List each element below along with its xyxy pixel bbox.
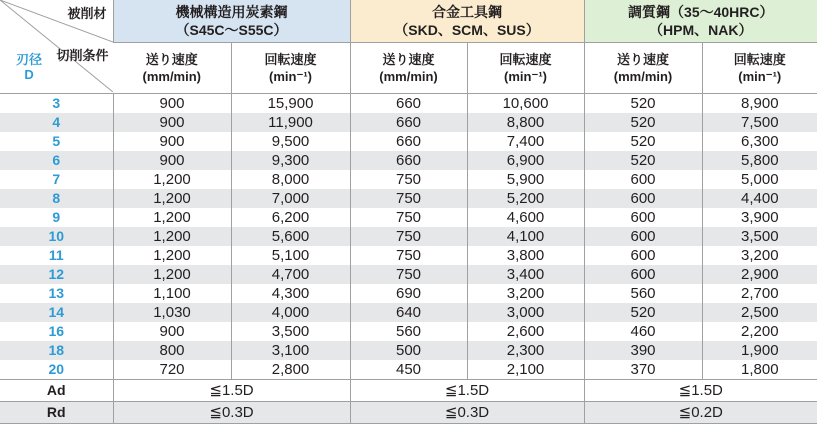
diameter-cell: 9 [52,209,61,225]
spindle-speed-cell: 6,300 [702,132,817,151]
spindle-speed-cell: 8,000 [231,170,350,189]
feed-rate-cell: 900 [113,132,231,151]
feed-rate-cell: 520 [584,303,702,322]
feed-rate-cell: 520 [584,113,702,132]
spindle-speed-cell: 4,600 [467,208,584,227]
diameter-cell: 14 [0,303,113,322]
spindle-speed-cell: 15,900 [231,94,350,114]
spindle-speed-cell: 4,700 [231,265,350,284]
feed-rate-cell: 450 [350,360,467,380]
diameter-cell: 16 [48,323,65,339]
feed-rate-cell: 900 [113,322,231,341]
spindle-speed-cell: 7,400 [467,132,584,151]
feed-rate-cell: 750 [350,170,467,189]
spindle-speed-cell: 5,800 [702,151,817,170]
spindle-speed-cell: 3,200 [702,246,817,265]
feed-rate-cell: 1,100 [113,284,231,303]
subheader-row [0,43,817,94]
feed-rate-cell: 1,200 [113,189,231,208]
feed-rate-cell: 600 [584,208,702,227]
feed-rate-header: 送り速度 (mm/min) [350,43,467,94]
table-row [0,132,817,151]
spindle-speed-header: 回転速度 (min⁻¹) [702,43,817,94]
spindle-speed-cell: 2,700 [702,284,817,303]
rd-value-carbon-steel: ≦0.3D [113,402,350,424]
spindle-speed-cell: 5,100 [231,246,350,265]
feed-rate-header: 送り速度 (mm/min) [584,43,702,94]
feed-rate-cell: 1,030 [113,303,231,322]
work-material-label: 被削材 [67,6,107,21]
rd-label: Rd [0,402,113,424]
feed-rate-cell: 800 [113,341,231,360]
table-row [0,227,817,246]
spindle-speed-cell: 7,500 [702,113,817,132]
spindle-speed-cell: 2,100 [467,360,584,380]
spindle-speed-cell: 2,600 [467,322,584,341]
diameter-cell: 20 [0,360,113,380]
spindle-speed-header: 回転速度 (min⁻¹) [467,43,584,94]
table-row [0,189,817,208]
feed-rate-cell: 520 [584,132,702,151]
spindle-speed-cell: 5,000 [702,170,817,189]
spindle-speed-cell: 4,000 [231,303,350,322]
spindle-speed-cell: 2,300 [467,341,584,360]
spindle-speed-cell: 3,000 [467,303,584,322]
spindle-speed-cell: 6,200 [231,208,350,227]
feed-rate-cell: 1,200 [113,246,231,265]
rd-value-prehardened-steel: ≦0.2D [584,402,817,424]
diameter-cell: 3 [52,95,61,111]
table-row [0,151,817,170]
feed-rate-cell: 750 [350,227,467,246]
feed-rate-cell: 660 [350,151,467,170]
spindle-speed-cell: 5,600 [231,227,350,246]
table-row [0,246,817,265]
spindle-speed-cell: 4,300 [231,284,350,303]
feed-rate-cell: 390 [584,341,702,360]
spindle-speed-cell: 8,900 [702,94,817,114]
feed-rate-cell: 560 [350,322,467,341]
feed-rate-cell: 520 [584,151,702,170]
feed-rate-cell: 600 [584,189,702,208]
table-row [0,284,817,303]
spindle-speed-cell: 3,200 [467,284,584,303]
spindle-speed-cell: 1,900 [702,341,817,360]
spindle-speed-cell: 1,800 [702,360,817,380]
feed-rate-cell: 520 [584,94,702,114]
feed-rate-cell: 750 [350,189,467,208]
diameter-cell: 11 [48,247,64,263]
table-row [0,360,817,380]
spindle-speed-cell: 3,500 [231,322,350,341]
diameter-cell: 18 [0,341,113,360]
feed-rate-cell: 600 [584,246,702,265]
ad-value-prehardened-steel: ≦1.5D [584,380,817,402]
spindle-speed-cell: 2,200 [702,322,817,341]
ad-label: Ad [0,380,113,402]
diameter-label: 刃径 D [16,52,43,82]
spindle-speed-cell: 6,900 [467,151,584,170]
spindle-speed-cell: 11,900 [231,113,350,132]
feed-rate-cell: 750 [350,208,467,227]
feed-rate-cell: 750 [350,246,467,265]
table-row [0,94,817,114]
feed-rate-cell: 640 [350,303,467,322]
diameter-cell: 6 [0,151,113,170]
ad-value-alloy-tool-steel: ≦1.5D [350,380,584,402]
spindle-speed-cell: 8,800 [467,113,584,132]
group-header-carbon-steel: 機械構造用炭素鋼 （S45C～S55C） [113,0,350,43]
feed-rate-cell: 720 [113,360,231,380]
feed-rate-cell: 690 [350,284,467,303]
group-header-prehardened-steel: 調質鋼（35～40HRC） （HPM、NAK） [584,0,817,43]
table-row [0,303,817,322]
feed-rate-cell: 750 [350,265,467,284]
feed-rate-cell: 660 [350,113,467,132]
diameter-cell: 13 [48,285,65,301]
spindle-speed-header: 回転速度 (min⁻¹) [231,43,350,94]
diameter-cell: 7 [52,171,61,187]
feed-rate-cell: 660 [350,132,467,151]
table-row [0,170,817,189]
spindle-speed-cell: 2,800 [231,360,350,380]
spindle-speed-cell: 3,400 [467,265,584,284]
feed-rate-cell: 370 [584,360,702,380]
spindle-speed-cell: 3,800 [467,246,584,265]
feed-rate-cell: 1,200 [113,208,231,227]
spindle-speed-cell: 4,400 [702,189,817,208]
spindle-speed-cell: 4,100 [467,227,584,246]
diameter-cell: 5 [52,133,61,149]
cutting-condition-label: 切削条件 [56,48,109,63]
group-header-alloy-tool-steel: 合金工具鋼 （SKD、SCM、SUS） [350,0,584,43]
ad-row [0,380,817,402]
table-row [0,208,817,227]
ad-value-carbon-steel: ≦1.5D [113,380,350,402]
table-row [0,265,817,284]
feed-rate-cell: 600 [584,265,702,284]
diameter-cell: 12 [0,265,113,284]
diameter-cell: 10 [0,227,113,246]
feed-rate-cell: 1,200 [113,170,231,189]
spindle-speed-cell: 5,200 [467,189,584,208]
spindle-speed-cell: 3,500 [702,227,817,246]
header-group-row [0,0,817,43]
spindle-speed-cell: 2,500 [702,303,817,322]
table-row [0,113,817,132]
table-row [0,322,817,341]
feed-rate-cell: 660 [350,94,467,114]
spindle-speed-cell: 3,900 [702,208,817,227]
rd-value-alloy-tool-steel: ≦0.3D [350,402,584,424]
diameter-cell: 4 [0,113,113,132]
feed-rate-header: 送り速度 (mm/min) [113,43,231,94]
table-row [0,341,817,360]
spindle-speed-cell: 9,500 [231,132,350,151]
feed-rate-cell: 500 [350,341,467,360]
feed-rate-cell: 1,200 [113,265,231,284]
feed-rate-cell: 1,200 [113,227,231,246]
feed-rate-cell: 900 [113,151,231,170]
spindle-speed-cell: 7,000 [231,189,350,208]
spindle-speed-cell: 5,900 [467,170,584,189]
feed-rate-cell: 600 [584,227,702,246]
rd-row [0,402,817,424]
diameter-cell: 8 [0,189,113,208]
data-rows [0,94,817,380]
feed-rate-cell: 460 [584,322,702,341]
feed-rate-cell: 900 [113,94,231,114]
corner-header-cell [0,0,113,94]
feed-rate-cell: 900 [113,113,231,132]
feed-rate-cell: 560 [584,284,702,303]
spindle-speed-cell: 9,300 [231,151,350,170]
spindle-speed-cell: 2,900 [702,265,817,284]
spindle-speed-cell: 10,600 [467,94,584,114]
feed-rate-cell: 600 [584,170,702,189]
spindle-speed-cell: 3,100 [231,341,350,360]
